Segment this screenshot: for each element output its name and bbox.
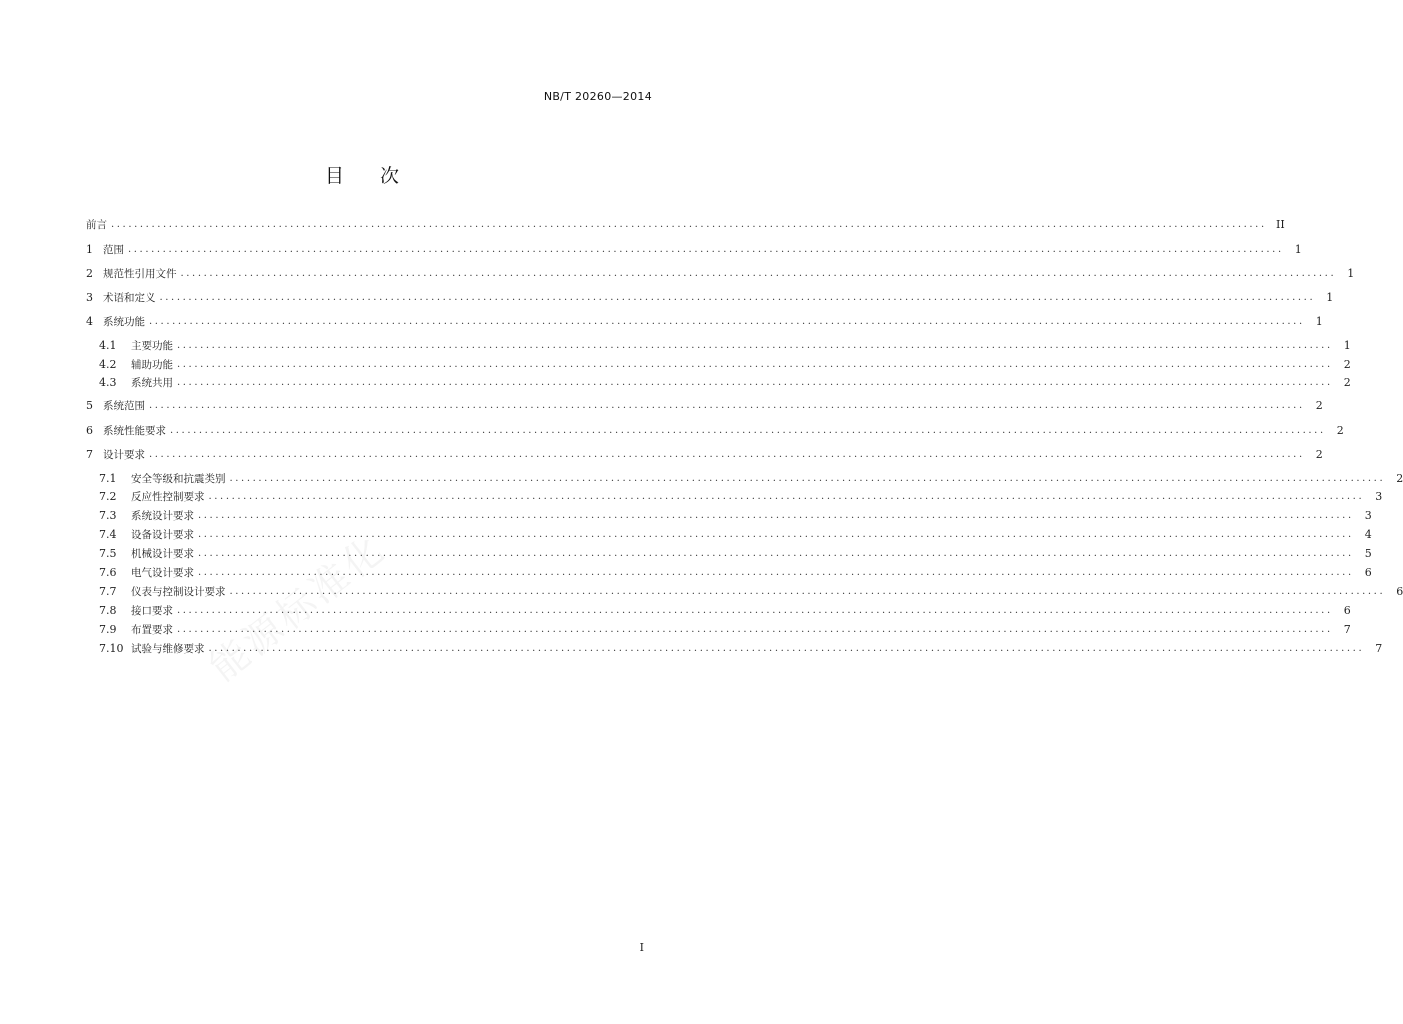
dot-leader: ........................................................................................................................................................................................................ [128,244,1284,255]
toc-entry-number: 4 [86,315,93,328]
toc-entry[interactable] [99,621,1351,639]
toc-title [0,161,724,188]
toc-entry-number: 1 [86,243,93,256]
dot-leader: ........................................................................................................................................................................................................ [170,425,1326,436]
toc-entry-page: 1 [1347,267,1355,280]
toc-entry[interactable] [99,640,1383,658]
dot-leader: ........................................................................................................................................................................................................ [198,567,1354,578]
toc-entry-page: 6 [1364,566,1372,579]
dot-leader: ........................................................................................................................................................................................................ [208,491,1365,502]
toc-entry[interactable] [99,526,1372,544]
dot-leader: ........................................................................................................................................................................................................ [159,292,1316,303]
toc-entry-label: 反应性控制要求 [131,491,205,503]
toc-entry-number: 7.1 [99,472,117,485]
standard-code: NB/T 20260—2014 [543,90,652,103]
toc-entry-number: 4.3 [99,376,117,389]
dot-leader: ........................................................................................................................................................................................................ [177,377,1333,388]
toc-entry[interactable] [99,507,1372,525]
toc-entry-label: 系统功能 [103,316,145,328]
toc-entry-label: 系统设计要求 [131,510,194,522]
toc-entry-number: 7.5 [99,547,117,560]
toc-entry[interactable] [99,545,1372,563]
toc-entry-number: 7.10 [99,642,124,655]
toc-entry-label: 主要功能 [131,340,173,352]
toc-entry-label: 接口要求 [131,605,173,617]
toc-entry-label: 范围 [103,244,124,256]
toc-entry-label: 规范性引用文件 [103,268,177,280]
toc-entry-number: 7 [86,448,93,461]
dot-leader: ........................................................................................................................................................................................................ [229,586,1386,597]
toc-entry-label: 设备设计要求 [131,529,194,541]
dot-leader: ........................................................................................................................................................................................................ [149,316,1305,327]
dot-leader: ........................................................................................................................................................................................................ [111,219,1267,230]
toc-entry-label: 辅助功能 [131,359,173,371]
toc-entry[interactable] [86,241,1302,259]
toc-entry[interactable] [99,470,1403,488]
toc-entry[interactable] [99,602,1351,620]
toc-entry-page: 7 [1343,623,1351,636]
toc-entry-page: 5 [1364,547,1372,560]
toc-entry[interactable] [86,289,1334,307]
toc-entry-number: 3 [86,291,93,304]
toc-entry-page: 4 [1364,528,1372,541]
toc-entry[interactable] [99,374,1351,392]
toc-entry-page: 1 [1315,315,1323,328]
toc-entry[interactable] [86,216,1285,234]
page-number: I [639,941,644,954]
toc-entry-number: 4.1 [99,339,117,352]
toc-entry[interactable] [86,397,1323,415]
toc-entry-label: 机械设计要求 [131,548,194,560]
toc-entry[interactable] [99,583,1403,601]
toc-entry-page: 2 [1315,448,1323,461]
dot-leader: ........................................................................................................................................................................................................ [198,548,1354,559]
toc-entry-label: 前言 [86,219,107,231]
toc-entry-label: 布置要求 [131,624,173,636]
toc-entry-page: 1 [1343,339,1351,352]
toc-entry-label: 安全等级和抗震类别 [131,473,226,485]
toc-entry-number: 4.2 [99,358,117,371]
dot-leader: ........................................................................................................................................................................................................ [180,268,1337,279]
toc-entry-number: 7.2 [99,490,117,503]
toc-entry-page: 2 [1315,399,1323,412]
toc-entry-page: 1 [1294,243,1302,256]
dot-leader: ........................................................................................................................................................................................................ [177,624,1333,635]
toc-entry-page: 6 [1343,604,1351,617]
toc-entry-page: 2 [1396,472,1403,485]
toc-entry-number: 7.4 [99,528,117,541]
toc-entry-page: 2 [1343,358,1351,371]
dot-leader: ........................................................................................................................................................................................................ [177,340,1333,351]
toc-entry-label: 电气设计要求 [131,567,194,579]
toc-entry-label: 仪表与控制设计要求 [131,586,226,598]
toc-entry-number: 7.6 [99,566,117,579]
toc-entry-number: 5 [86,399,93,412]
dot-leader: ........................................................................................................................................................................................................ [229,473,1386,484]
toc-entry[interactable] [86,446,1323,464]
toc-entry-page: 6 [1396,585,1403,598]
toc-entry[interactable] [99,337,1351,355]
toc-entry-page: 1 [1326,291,1334,304]
toc-entry-label: 系统范围 [103,400,145,412]
toc-entry-page: 2 [1343,376,1351,389]
dot-leader: ........................................................................................................................................................................................................ [149,449,1305,460]
toc-entry-page: 3 [1375,490,1383,503]
toc-entry-label: 术语和定义 [103,292,156,304]
toc-title-char-2: 次 [380,165,400,187]
toc-entry-label: 系统共用 [131,377,173,389]
toc-entry-page: 2 [1336,424,1344,437]
toc-entry[interactable] [99,564,1372,582]
toc-entry-number: 7.7 [99,585,117,598]
toc-entry-label: 试验与维修要求 [131,643,205,655]
toc-entry-number: 7.9 [99,623,117,636]
toc-entry[interactable] [99,488,1383,506]
watermark: 能源标准化 [201,525,395,690]
toc-entry[interactable] [86,313,1323,331]
toc-title-char-1: 目 [324,165,344,187]
toc-entry-number: 2 [86,267,93,280]
toc-entry-number: 7.8 [99,604,117,617]
toc-entry-page: 3 [1364,509,1372,522]
dot-leader: ........................................................................................................................................................................................................ [177,605,1333,616]
dot-leader: ........................................................................................................................................................................................................ [198,510,1354,521]
dot-leader: ........................................................................................................................................................................................................ [208,643,1365,654]
dot-leader: ........................................................................................................................................................................................................ [198,529,1354,540]
dot-leader: ........................................................................................................................................................................................................ [149,400,1305,411]
toc-entry-number: 7.3 [99,509,117,522]
toc-entry[interactable] [86,265,1355,283]
toc-entry-label: 设计要求 [103,449,145,461]
toc-entry-page: II [1276,218,1285,231]
toc-entry[interactable] [86,422,1344,440]
toc-entry-page: 7 [1375,642,1383,655]
dot-leader: ........................................................................................................................................................................................................ [177,359,1333,370]
toc-entry[interactable] [99,356,1351,374]
toc-entry-label: 系统性能要求 [103,425,166,437]
toc-entry-number: 6 [86,424,93,437]
